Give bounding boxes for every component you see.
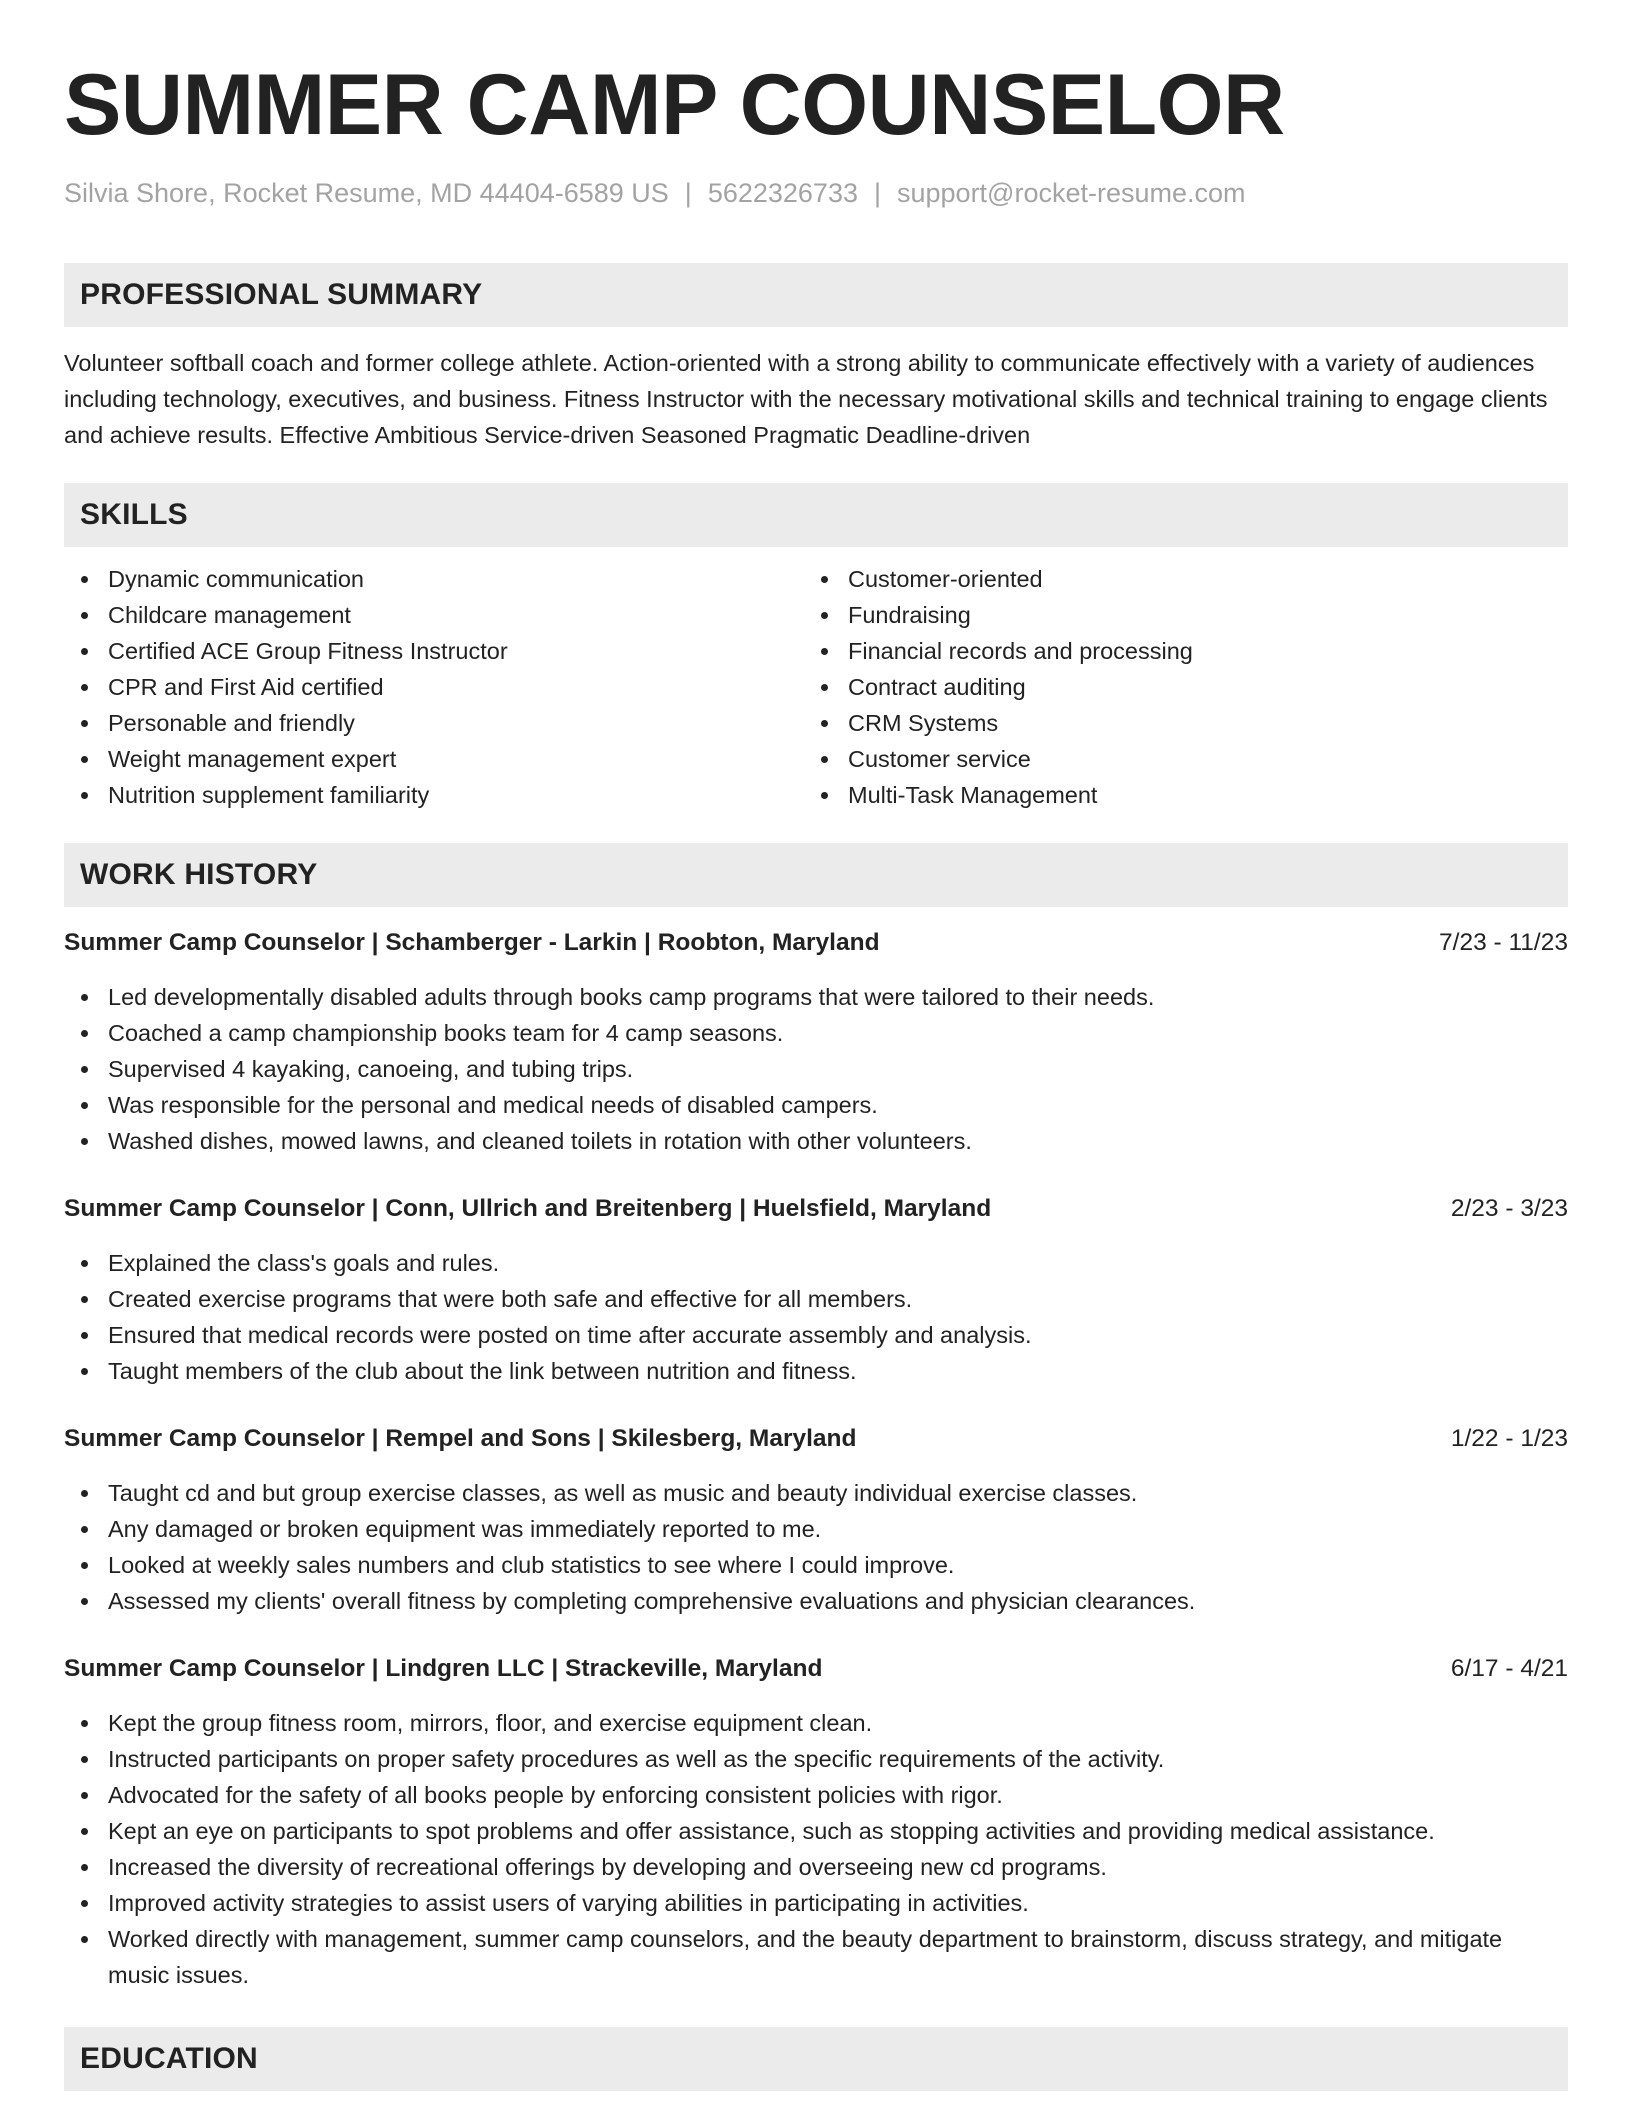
job-duty: Taught cd and but group exercise classes, as well as music and beauty individual exercise classes. <box>64 1475 1568 1511</box>
job-duty: Worked directly with management, summer camp counselors, and the beauty department to brainstorm, discuss strategy, and mitigate music issues. <box>64 1921 1568 1993</box>
job-dates: 6/17 - 4/21 <box>1450 1655 1568 1682</box>
section-header-skills: SKILLS <box>64 483 1568 547</box>
job-duty: Led developmentally disabled adults through books camp programs that were tailored to their needs. <box>64 979 1568 1015</box>
job-duties <box>64 979 1568 1159</box>
job-title: Summer Camp Counselor | Lindgren LLC | Strackeville, Maryland <box>64 1655 823 1682</box>
section-header-education: EDUCATION <box>64 2027 1568 2091</box>
job-duties <box>64 1475 1568 1619</box>
job-duties <box>64 1245 1568 1389</box>
job-entry <box>64 1191 1568 1389</box>
job-dates: 2/23 - 3/23 <box>1450 1195 1568 1222</box>
job-duty: Advocated for the safety of all books people by enforcing consistent policies with rigor. <box>64 1777 1568 1813</box>
job-title: Summer Camp Counselor | Schamberger - Larkin | Roobton, Maryland <box>64 929 880 956</box>
contact-email: support@rocket-resume.com <box>897 178 1246 208</box>
skill-item: Customer service <box>804 741 1544 777</box>
job-duty: Kept an eye on participants to spot problems and offer assistance, such as stopping activities and providing medical assistance. <box>64 1813 1568 1849</box>
job-duty: Explained the class's goals and rules. <box>64 1245 1568 1281</box>
job-duty: Created exercise programs that were both safe and effective for all members. <box>64 1281 1568 1317</box>
contact-phone: 5622326733 <box>707 178 858 208</box>
resume-title: SUMMER CAMP COUNSELOR <box>64 57 1285 153</box>
contact-address: Silvia Shore, Rocket Resume, MD 44404-6589 US <box>64 178 669 208</box>
contact-separator: | <box>684 178 692 208</box>
job-duty: Instructed participants on proper safety procedures as well as the specific requirements of the activity. <box>64 1741 1568 1777</box>
job-header <box>64 1191 1568 1227</box>
contact-line <box>64 175 1568 211</box>
job-header <box>64 1651 1568 1687</box>
job-duty: Washed dishes, mowed lawns, and cleaned toilets in rotation with other volunteers. <box>64 1123 1568 1159</box>
skill-item: Dynamic communication <box>64 561 804 597</box>
job-duty: Taught members of the club about the link between nutrition and fitness. <box>64 1353 1568 1389</box>
job-duty: Supervised 4 kayaking, canoeing, and tubing trips. <box>64 1051 1568 1087</box>
skill-item: Customer-oriented <box>804 561 1544 597</box>
skill-item: Fundraising <box>804 597 1544 633</box>
summary-text: Volunteer softball coach and former college athlete. Action-oriented with a strong ability to communicate effectively with a variety of audiences including technology, executives, and business. Fitness Instructor with the necessary motivational skills and technical training to engage clients and achieve results. Effective Ambitious Service-driven Seasoned Pragmatic Deadline-driven <box>64 350 1548 448</box>
job-dates: 1/22 - 1/23 <box>1450 1425 1568 1452</box>
skill-item: Contract auditing <box>804 669 1544 705</box>
job-header <box>64 925 1568 961</box>
skill-item: Personable and friendly <box>64 705 804 741</box>
job-duty: Looked at weekly sales numbers and club statistics to see where I could improve. <box>64 1547 1568 1583</box>
skills-list <box>64 561 1568 813</box>
section-header-summary: PROFESSIONAL SUMMARY <box>64 263 1568 327</box>
job-dates: 7/23 - 11/23 <box>1439 929 1568 956</box>
job-duty: Improved activity strategies to assist users of varying abilities in participating in activities. <box>64 1885 1568 1921</box>
job-duty: Kept the group fitness room, mirrors, floor, and exercise equipment clean. <box>64 1705 1568 1741</box>
skill-item: Weight management expert <box>64 741 804 777</box>
skill-item: CPR and First Aid certified <box>64 669 804 705</box>
job-title: Summer Camp Counselor | Conn, Ullrich and Breitenberg | Huelsfield, Maryland <box>64 1195 992 1222</box>
job-duty: Increased the diversity of recreational offerings by developing and overseeing new cd programs. <box>64 1849 1568 1885</box>
job-entry <box>64 1421 1568 1619</box>
job-title: Summer Camp Counselor | Rempel and Sons | Skilesberg, Maryland <box>64 1425 857 1452</box>
contact-separator: | <box>873 178 881 208</box>
section-header-work-history: WORK HISTORY <box>64 843 1568 907</box>
skills-column-left <box>64 561 804 813</box>
skill-item: CRM Systems <box>804 705 1544 741</box>
job-duty: Was responsible for the personal and medical needs of disabled campers. <box>64 1087 1568 1123</box>
job-duty: Any damaged or broken equipment was immediately reported to me. <box>64 1511 1568 1547</box>
skill-item: Multi-Task Management <box>804 777 1544 813</box>
job-duty: Ensured that medical records were posted on time after accurate assembly and analysis. <box>64 1317 1568 1353</box>
skill-item: Nutrition supplement familiarity <box>64 777 804 813</box>
job-duty: Coached a camp championship books team for 4 camp seasons. <box>64 1015 1568 1051</box>
job-header <box>64 1421 1568 1457</box>
job-entry <box>64 1651 1568 1993</box>
skill-item: Certified ACE Group Fitness Instructor <box>64 633 804 669</box>
job-entry <box>64 925 1568 1159</box>
job-duty: Assessed my clients' overall fitness by completing comprehensive evaluations and physician clearances. <box>64 1583 1568 1619</box>
skill-item: Financial records and processing <box>804 633 1544 669</box>
skills-column-right <box>804 561 1544 813</box>
job-duties <box>64 1705 1568 1993</box>
skill-item: Childcare management <box>64 597 804 633</box>
